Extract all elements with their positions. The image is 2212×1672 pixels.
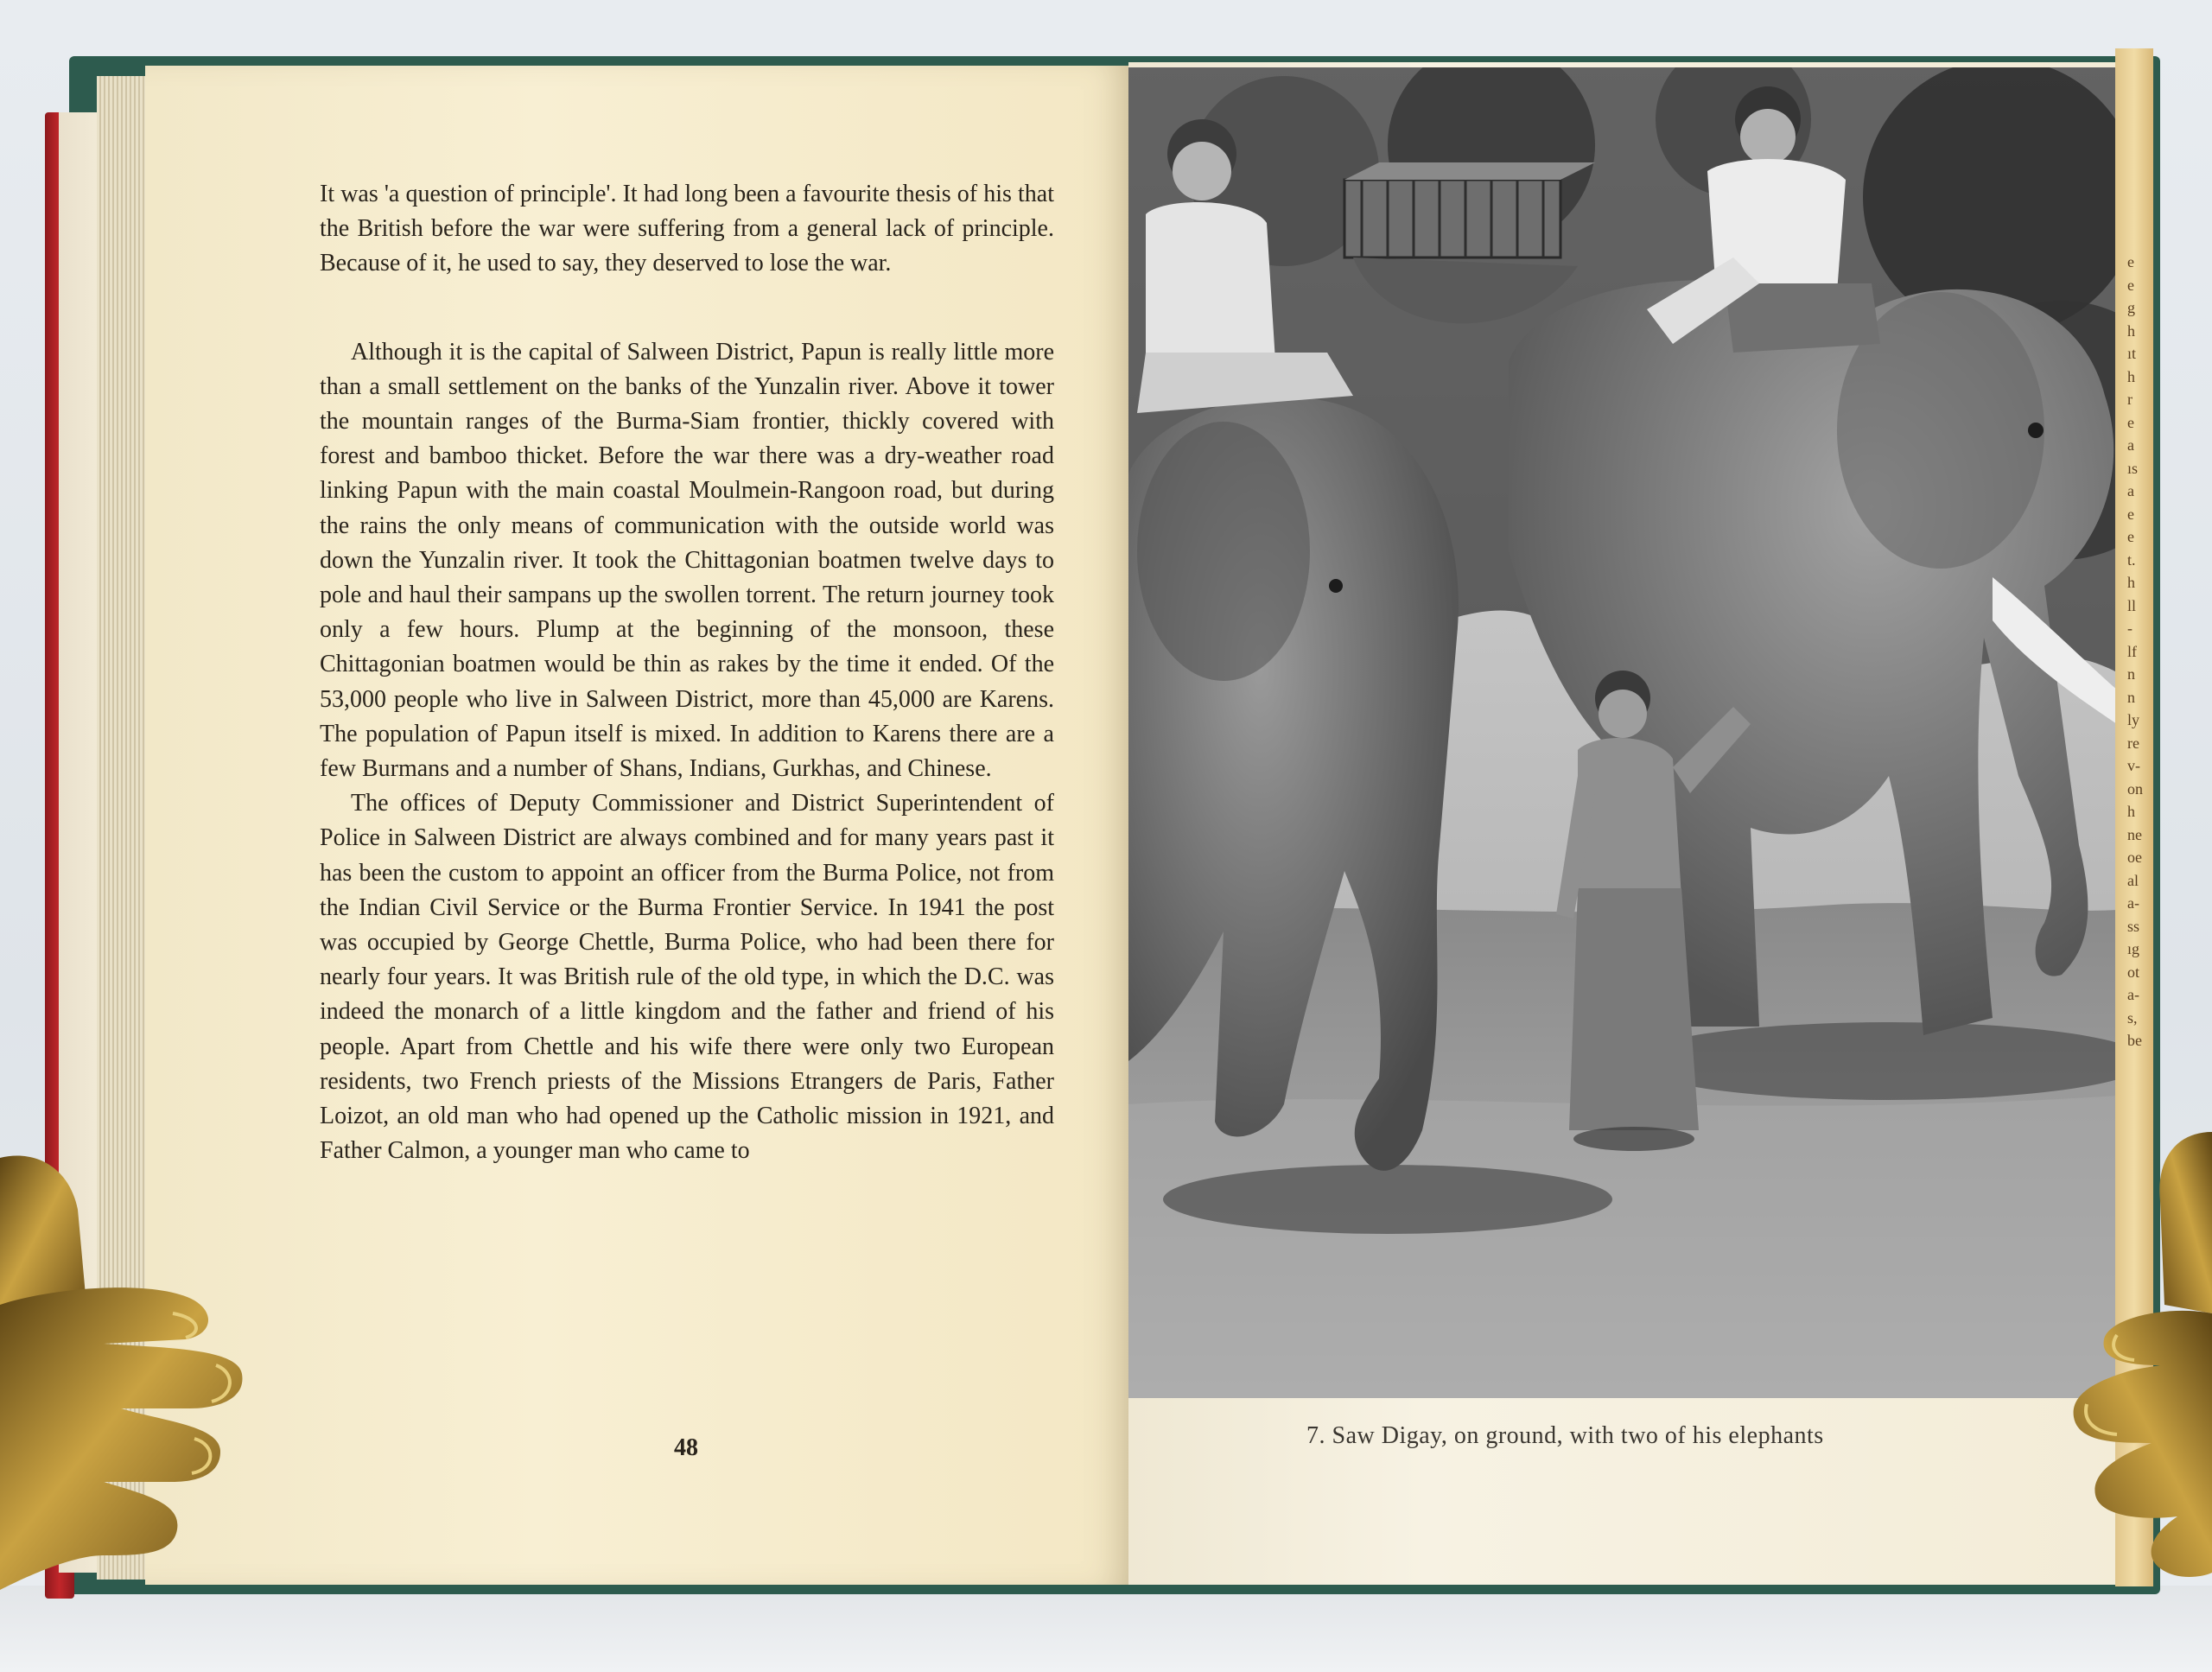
edge-letter: h <box>2127 321 2135 340</box>
edge-letter: s, <box>2127 1008 2138 1027</box>
edge-letter: e <box>2127 505 2134 523</box>
edge-letter: a <box>2127 436 2134 454</box>
right-bookend <box>2056 1132 2212 1599</box>
edge-letter: ot <box>2127 963 2140 981</box>
edge-letter: re <box>2127 734 2139 752</box>
edge-letter: n <box>2127 688 2135 706</box>
edge-letter: e <box>2127 528 2134 545</box>
edge-letter: h <box>2127 803 2135 820</box>
photo-caption: 7. Saw Digay, on ground, with two of his elephants <box>1306 1422 1824 1449</box>
edge-letter: h <box>2127 367 2135 385</box>
show-through-letters <box>2127 251 2153 1052</box>
edge-letter: ıs <box>2127 459 2139 477</box>
left-bookend <box>0 1149 251 1616</box>
edge-letter: ly <box>2127 711 2140 728</box>
edge-letter: ne <box>2127 825 2142 843</box>
edge-letter: lf <box>2127 642 2137 660</box>
paragraph-1: It was 'a question of principle'. It had long been a favourite thesis of his that the British before the war were suffering from a general lack of principle. Because of it, he used to say, they deserved to lose the war. <box>320 181 1054 277</box>
shelf-surface <box>0 1586 2212 1672</box>
edge-letter: v- <box>2127 757 2140 774</box>
elephant-photograph <box>1128 67 2117 1398</box>
edge-letter: on <box>2127 779 2143 798</box>
edge-letter: h <box>2127 574 2135 591</box>
edge-letter: a- <box>2127 894 2139 912</box>
page-number: 48 <box>674 1434 698 1461</box>
left-page-text <box>320 177 1054 1168</box>
paragraph-2: Although it is the capital of Salween District, Papun is really little more than a small settlement on the banks of the Yunzalin river. Above it tower the mountain ranges of the Burma-Siam frontier, thickly covered with forest and bamboo thicket. Before the war there was a dry-weather road linking Papun with the main coastal Moulmein-Rangoon road, but during the rains the only means of communication with the outside world was down the Yunzalin river. It took the Chittagonian boatmen twelve days to pole and haul their sampans up the swollen torrent. The return journey took only a few hours. Plump at the beginning of the monsoon, these Chittagonian boatmen would be thin as rakes by the time it ended. Of the 53,000 people who live in Salween District, more than 45,000 are Karens. The population of Papun itself is mixed. In addition to Karens there are a few Burmans and a number of Shans, Indians, Gurkhas, and Chinese. <box>320 338 1054 783</box>
edge-letter: a- <box>2127 986 2139 1003</box>
edge-letter: al <box>2127 871 2139 889</box>
edge-letter: oe <box>2127 849 2142 866</box>
edge-letter: r <box>2127 391 2133 408</box>
edge-letter: e <box>2127 413 2134 431</box>
edge-letter: n <box>2127 665 2135 683</box>
edge-letter: ıg <box>2127 940 2140 957</box>
edge-letter: - <box>2127 620 2133 637</box>
edge-letter: ll <box>2127 596 2137 614</box>
edge-letter: a <box>2127 482 2134 499</box>
edge-letter: e <box>2127 276 2134 294</box>
edge-letter: t. <box>2127 550 2136 569</box>
edge-letter: ıt <box>2127 345 2137 362</box>
paragraph-3: The offices of Deputy Commissioner and District Superintendent of Police in Salween District are always combined and for many years past it has been the custom to appoint an officer from the Burma Police, not from the Indian Civil Service or the Burma Frontier Service. In 1941 the post was occupied by George Chettle, Burma Police, who had been there for nearly four years. It was British rule of the old type, in which the D.C. was indeed the monarch of a little kingdom and the father and friend of his people. Apart from Chettle and his wife there were only two European residents, two French priests of the Missions Etrangers de Paris, Father Loizot, an old man who had opened up the Catholic mission in 1921, and Father Calmon, a younger man who came to <box>320 790 1054 1165</box>
edge-letter: ss <box>2127 917 2140 935</box>
edge-letter: e <box>2127 253 2134 270</box>
edge-letter: g <box>2127 299 2135 316</box>
edge-letter: be <box>2127 1032 2142 1049</box>
